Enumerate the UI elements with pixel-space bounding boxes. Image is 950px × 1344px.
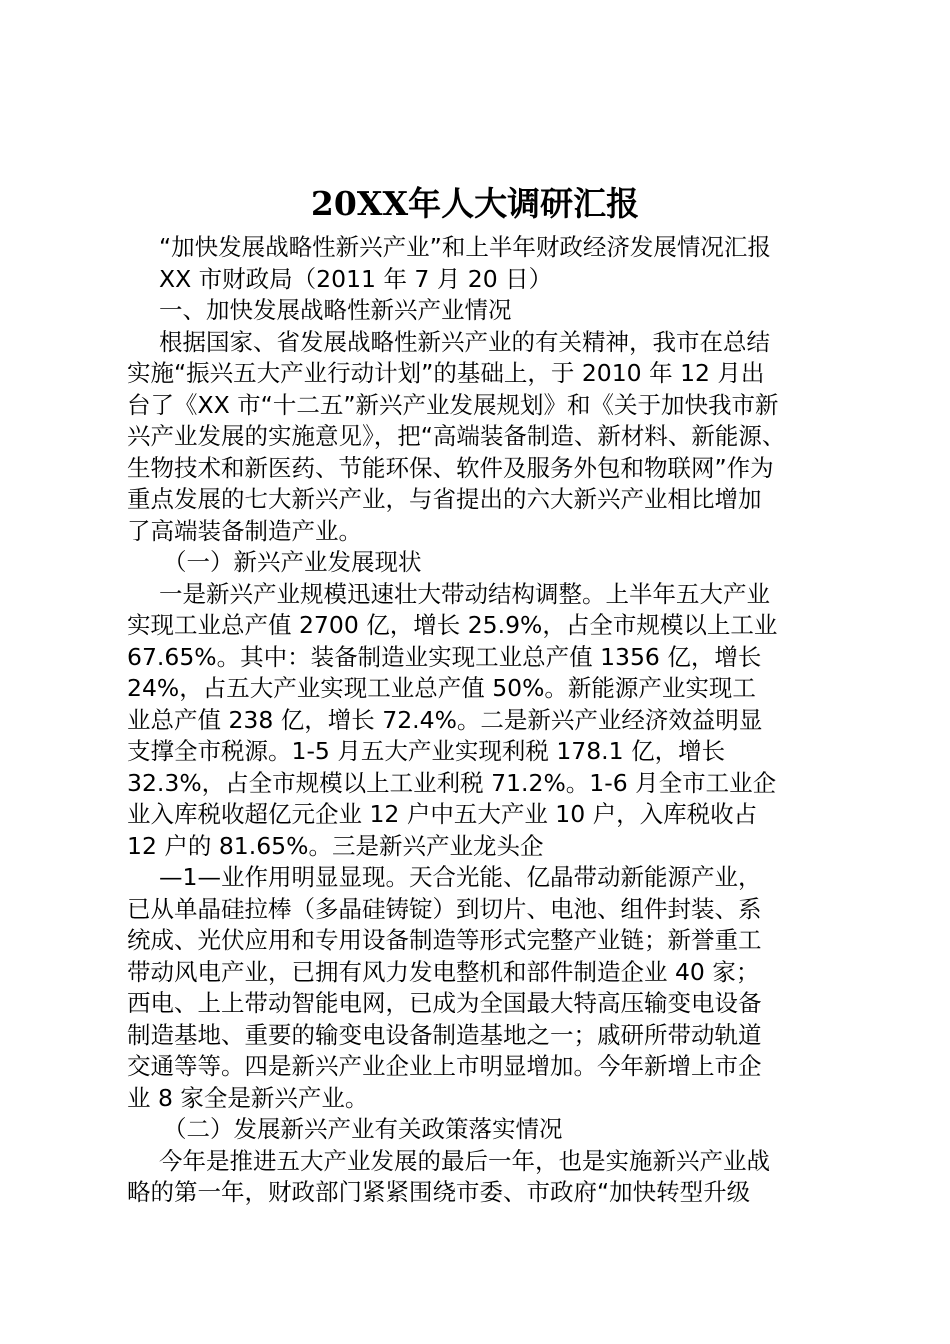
paragraph-line: 12 户的 81.65%。三是新兴产业龙头企 [127,831,544,860]
paragraph-line: 台了《XX 市“十二五”新兴产业发展规划》和《关于加快我市新 [127,390,779,419]
paragraph-line: 业入库税收超亿元企业 12 户中五大产业 10 户，入库税收占 [127,800,758,828]
paragraph-line: 实现工业总产值 2700 亿，增长 25.9%，占全市规模以上工业 [127,611,778,639]
paragraph-line: 已从单晶硅拉棒（多晶硅铸锭）到切片、电池、组件封装、系 [127,894,762,923]
paragraph-line: 带动风电产业，已拥有风力发电整机和部件制造企业 40 家； [127,957,760,986]
report-subtitle: “加快发展战略性新兴产业”和上半年财政经济发展情况汇报 [159,233,771,261]
paragraph-line-page-marker: —1—业作用明显显现。天合光能、亿晶带动新能源产业， [159,863,762,891]
paragraph-line: 根据国家、省发展战略性新兴产业的有关精神，我市在总结 [159,327,770,356]
paragraph-line: 32.3%，占全市规模以上工业利税 71.2%。1-6 月全市工业企 [127,768,777,797]
paragraph-line: 支撑全市税源。1-5 月五大产业实现利税 178.1 亿，增长 [127,737,726,765]
paragraph-line: 制造基地、重要的输变电设备制造基地之一；戚研所带动轨道 [127,1020,762,1049]
document-body [127,232,847,1209]
paragraph-line: 业 8 家全是新兴产业。 [127,1083,369,1112]
report-issuer-date: XX 市财政局（2011 年 7 月 20 日） [159,264,553,293]
subsection-heading-2: （二）发展新兴产业有关政策落实情况 [163,1115,563,1143]
title-text: 年人大调研汇报 [408,184,640,223]
paragraph-line: 兴产业发展的实施意见》，把“高端装备制造、新材料、新能源、 [127,422,786,450]
paragraph-line: 67.65%。其中：装备制造业实现工业总产值 1356 亿，增长 [127,642,762,671]
paragraph-line: 业总产值 238 亿，增长 72.4%。二是新兴产业经济效益明显 [127,705,763,734]
paragraph-line: 24%，占五大产业实现工业总产值 50%。新能源产业实现工 [127,674,756,702]
paragraph-line: 今年是推进五大产业发展的最后一年，也是实施新兴产业战 [159,1146,770,1175]
section-heading-1: 一、加快发展战略性新兴产业情况 [159,296,512,324]
paragraph-line: 重点发展的七大新兴产业，与省提出的六大新兴产业相比增加 [127,485,762,513]
paragraph-line: 西电、上上带动智能电网，已成为全国最大特高压输变电设备 [127,989,762,1017]
paragraph-line: 了高端装备制造产业。 [127,516,362,545]
title-year: 20XX [310,184,409,223]
document-title [0,180,950,228]
paragraph-line: 交通等等。四是新兴产业企业上市明显增加。今年新增上市企 [127,1052,762,1080]
paragraph-line: 实施“振兴五大产业行动计划”的基础上，于 2010 年 12 月出 [127,359,765,387]
paragraph-line: 一是新兴产业规模迅速壮大带动结构调整。上半年五大产业 [159,579,770,608]
paragraph-line: 统成、光伏应用和专用设备制造等形式完整产业链；新誉重工 [127,926,762,954]
paragraph-line: 略的第一年，财政部门紧紧围绕市委、市政府“加快转型升级 [127,1178,751,1206]
paragraph-line: 生物技术和新医药、节能环保、软件及服务外包和物联网”作为 [127,453,774,482]
subsection-heading-1: （一）新兴产业发展现状 [163,548,422,576]
